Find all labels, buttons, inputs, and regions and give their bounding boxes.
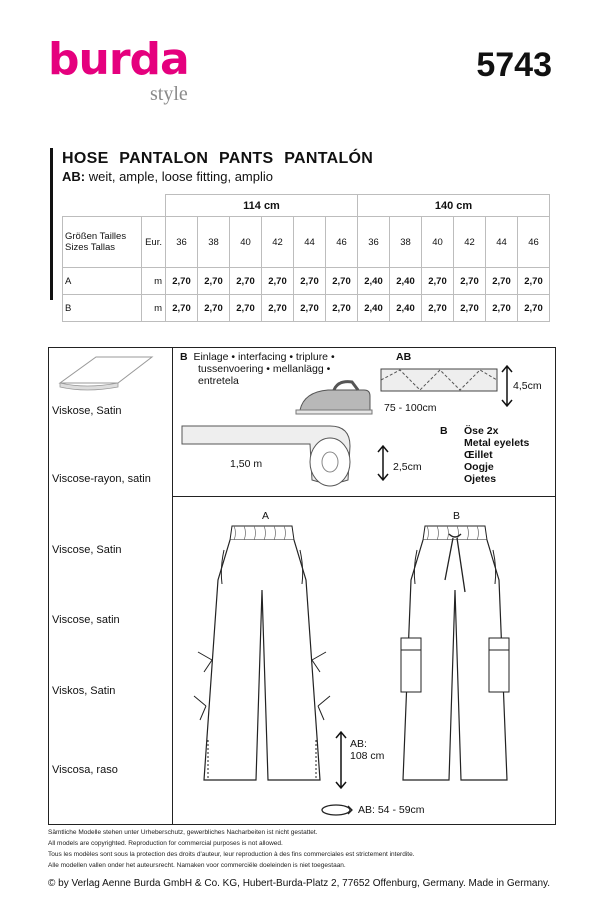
subtitle-code: AB: (62, 169, 86, 184)
fabric-item: Viscose, satin (52, 614, 120, 626)
roll-length: 1,50 m (230, 458, 263, 470)
value-cell: 2,70 (518, 295, 550, 322)
size-cell: 36 (166, 217, 198, 268)
value-cell: 2,70 (166, 268, 198, 295)
hem-circumference-label: AB: 54 - 59cm (358, 804, 425, 816)
size-label-line2: Sizes Tallas (65, 242, 115, 253)
fabric-item: Viskose, Satin (52, 405, 122, 417)
length-label (350, 738, 384, 762)
size-label-cell (63, 217, 142, 268)
fabric-item: Viscose, Satin (52, 544, 122, 556)
title-accent-bar (50, 148, 53, 300)
size-cell: 42 (262, 217, 294, 268)
subtitle-text: weit, ample, loose fitting, amplio (88, 169, 273, 184)
hem-circumference-icon (318, 800, 358, 820)
eyelet-line5: Ojetes (464, 473, 497, 485)
value-cell: 2,70 (422, 295, 454, 322)
iron-icon (294, 380, 374, 416)
footer-copyright-de: Sämtliche Modelle stehen unter Urheberschutz, gewerbliches Nacharbeiten ist nicht gestattet. (48, 829, 318, 836)
table-row-b (63, 295, 550, 322)
view-a-label: A (262, 510, 270, 522)
interfacing-line3: entretela (198, 375, 239, 387)
height-arrow-icon (500, 364, 514, 408)
eyelet-line1: Öse 2x (464, 425, 499, 437)
size-cell: 46 (326, 217, 358, 268)
footer-copyright-en: All models are copyrighted. Reproduction for commercial purposes is not allowed. (48, 840, 283, 847)
value-cell: 2,70 (486, 268, 518, 295)
interfacing-strip-icon (380, 366, 500, 396)
interfacing-code: B (180, 351, 188, 363)
value-cell: 2,70 (262, 268, 294, 295)
fabric-swatch-icon (56, 353, 156, 393)
size-cell: 36 (358, 217, 390, 268)
eyelet-code: B (440, 425, 448, 437)
value-cell: 2,70 (294, 268, 326, 295)
value-cell: 2,40 (358, 268, 390, 295)
value-cell: 2,70 (326, 268, 358, 295)
length-label-line2: 108 cm (350, 750, 385, 762)
value-cell: 2,70 (230, 295, 262, 322)
value-cell: 2,40 (358, 295, 390, 322)
brand-logo-sub: style (150, 83, 188, 105)
table-row-a (63, 268, 550, 295)
size-cell: 44 (486, 217, 518, 268)
size-cell: 44 (294, 217, 326, 268)
value-cell: 2,70 (198, 295, 230, 322)
width-arrow-icon (376, 444, 390, 482)
footer-copyright-fr: Tous les modèles sont sous la protection des droits d'auteur, leur reproduction à des fins commerciales est strictement interdite. (48, 851, 415, 858)
value-cell: 2,70 (294, 295, 326, 322)
row-label: A (63, 268, 142, 295)
eyelet-line2: Metal eyelets (464, 437, 530, 449)
fabric-item: Viskos, Satin (52, 685, 116, 697)
value-cell: 2,70 (518, 268, 550, 295)
size-label-line1: Größen Tailles (65, 231, 127, 242)
publisher-copyright: © by Verlag Aenne Burda GmbH & Co. KG, Hubert-Burda-Platz 2, 77652 Offenburg, Germany. Made in Germany. (48, 878, 551, 889)
value-cell: 2,70 (454, 295, 486, 322)
size-cell: 38 (198, 217, 230, 268)
tape-length: 75 - 100cm (384, 402, 437, 414)
fabric-requirements-table (62, 194, 550, 322)
eur-label: Eur. (142, 217, 166, 268)
brand-logo: burda (48, 34, 189, 85)
fabric-item: Viscosa, raso (52, 764, 118, 776)
value-cell: 2,70 (486, 295, 518, 322)
length-label-line1: AB: (350, 738, 367, 750)
value-cell: 2,70 (166, 295, 198, 322)
row-unit: m (142, 295, 166, 322)
interfacing-line1: Einlage • interfacing • triplure • (193, 351, 335, 363)
size-cell: 38 (390, 217, 422, 268)
width-header-140: 140 cm (358, 195, 550, 217)
row-unit: m (142, 268, 166, 295)
size-cell: 40 (422, 217, 454, 268)
size-cell: 42 (454, 217, 486, 268)
value-cell: 2,70 (454, 268, 486, 295)
value-cell: 2,40 (390, 268, 422, 295)
value-cell: 2,70 (230, 268, 262, 295)
value-cell: 2,70 (262, 295, 294, 322)
eyelet-line4: Oogje (464, 461, 494, 473)
value-cell: 2,70 (422, 268, 454, 295)
value-cell: 2,40 (390, 295, 422, 322)
row-label: B (63, 295, 142, 322)
pattern-title: HOSE PANTALON PANTS PANTALÓN (62, 150, 374, 167)
tape-width: 4,5cm (513, 380, 542, 392)
tape-code: AB (396, 351, 412, 363)
value-cell: 2,70 (326, 295, 358, 322)
frame-divider-horizontal (172, 496, 556, 497)
roll-width: 2,5cm (393, 461, 422, 473)
eyelet-line3: Œillet (464, 449, 493, 461)
view-b-label: B (453, 510, 461, 522)
width-header-114: 114 cm (166, 195, 358, 217)
pattern-number: 5743 (476, 46, 552, 84)
pants-view-a-illustration (192, 520, 332, 790)
size-cell: 40 (230, 217, 262, 268)
length-arrow-icon (334, 730, 348, 790)
value-cell: 2,70 (198, 268, 230, 295)
frame-divider-vertical (172, 347, 173, 825)
pattern-subtitle (62, 169, 273, 184)
footer-copyright-nl: Alle modellen vallen onder het auteursrecht. Namaken voor commerciële doeleinden is niet toegestaan. (48, 862, 346, 869)
eyelet-list (464, 425, 529, 485)
bias-tape-roll-icon (180, 420, 380, 490)
size-cell: 46 (518, 217, 550, 268)
interfacing-line2: tussenvoering • mellanlägg • (198, 363, 331, 375)
pants-view-b-illustration (385, 520, 525, 790)
fabric-item: Viscose-rayon, satin (52, 473, 151, 485)
